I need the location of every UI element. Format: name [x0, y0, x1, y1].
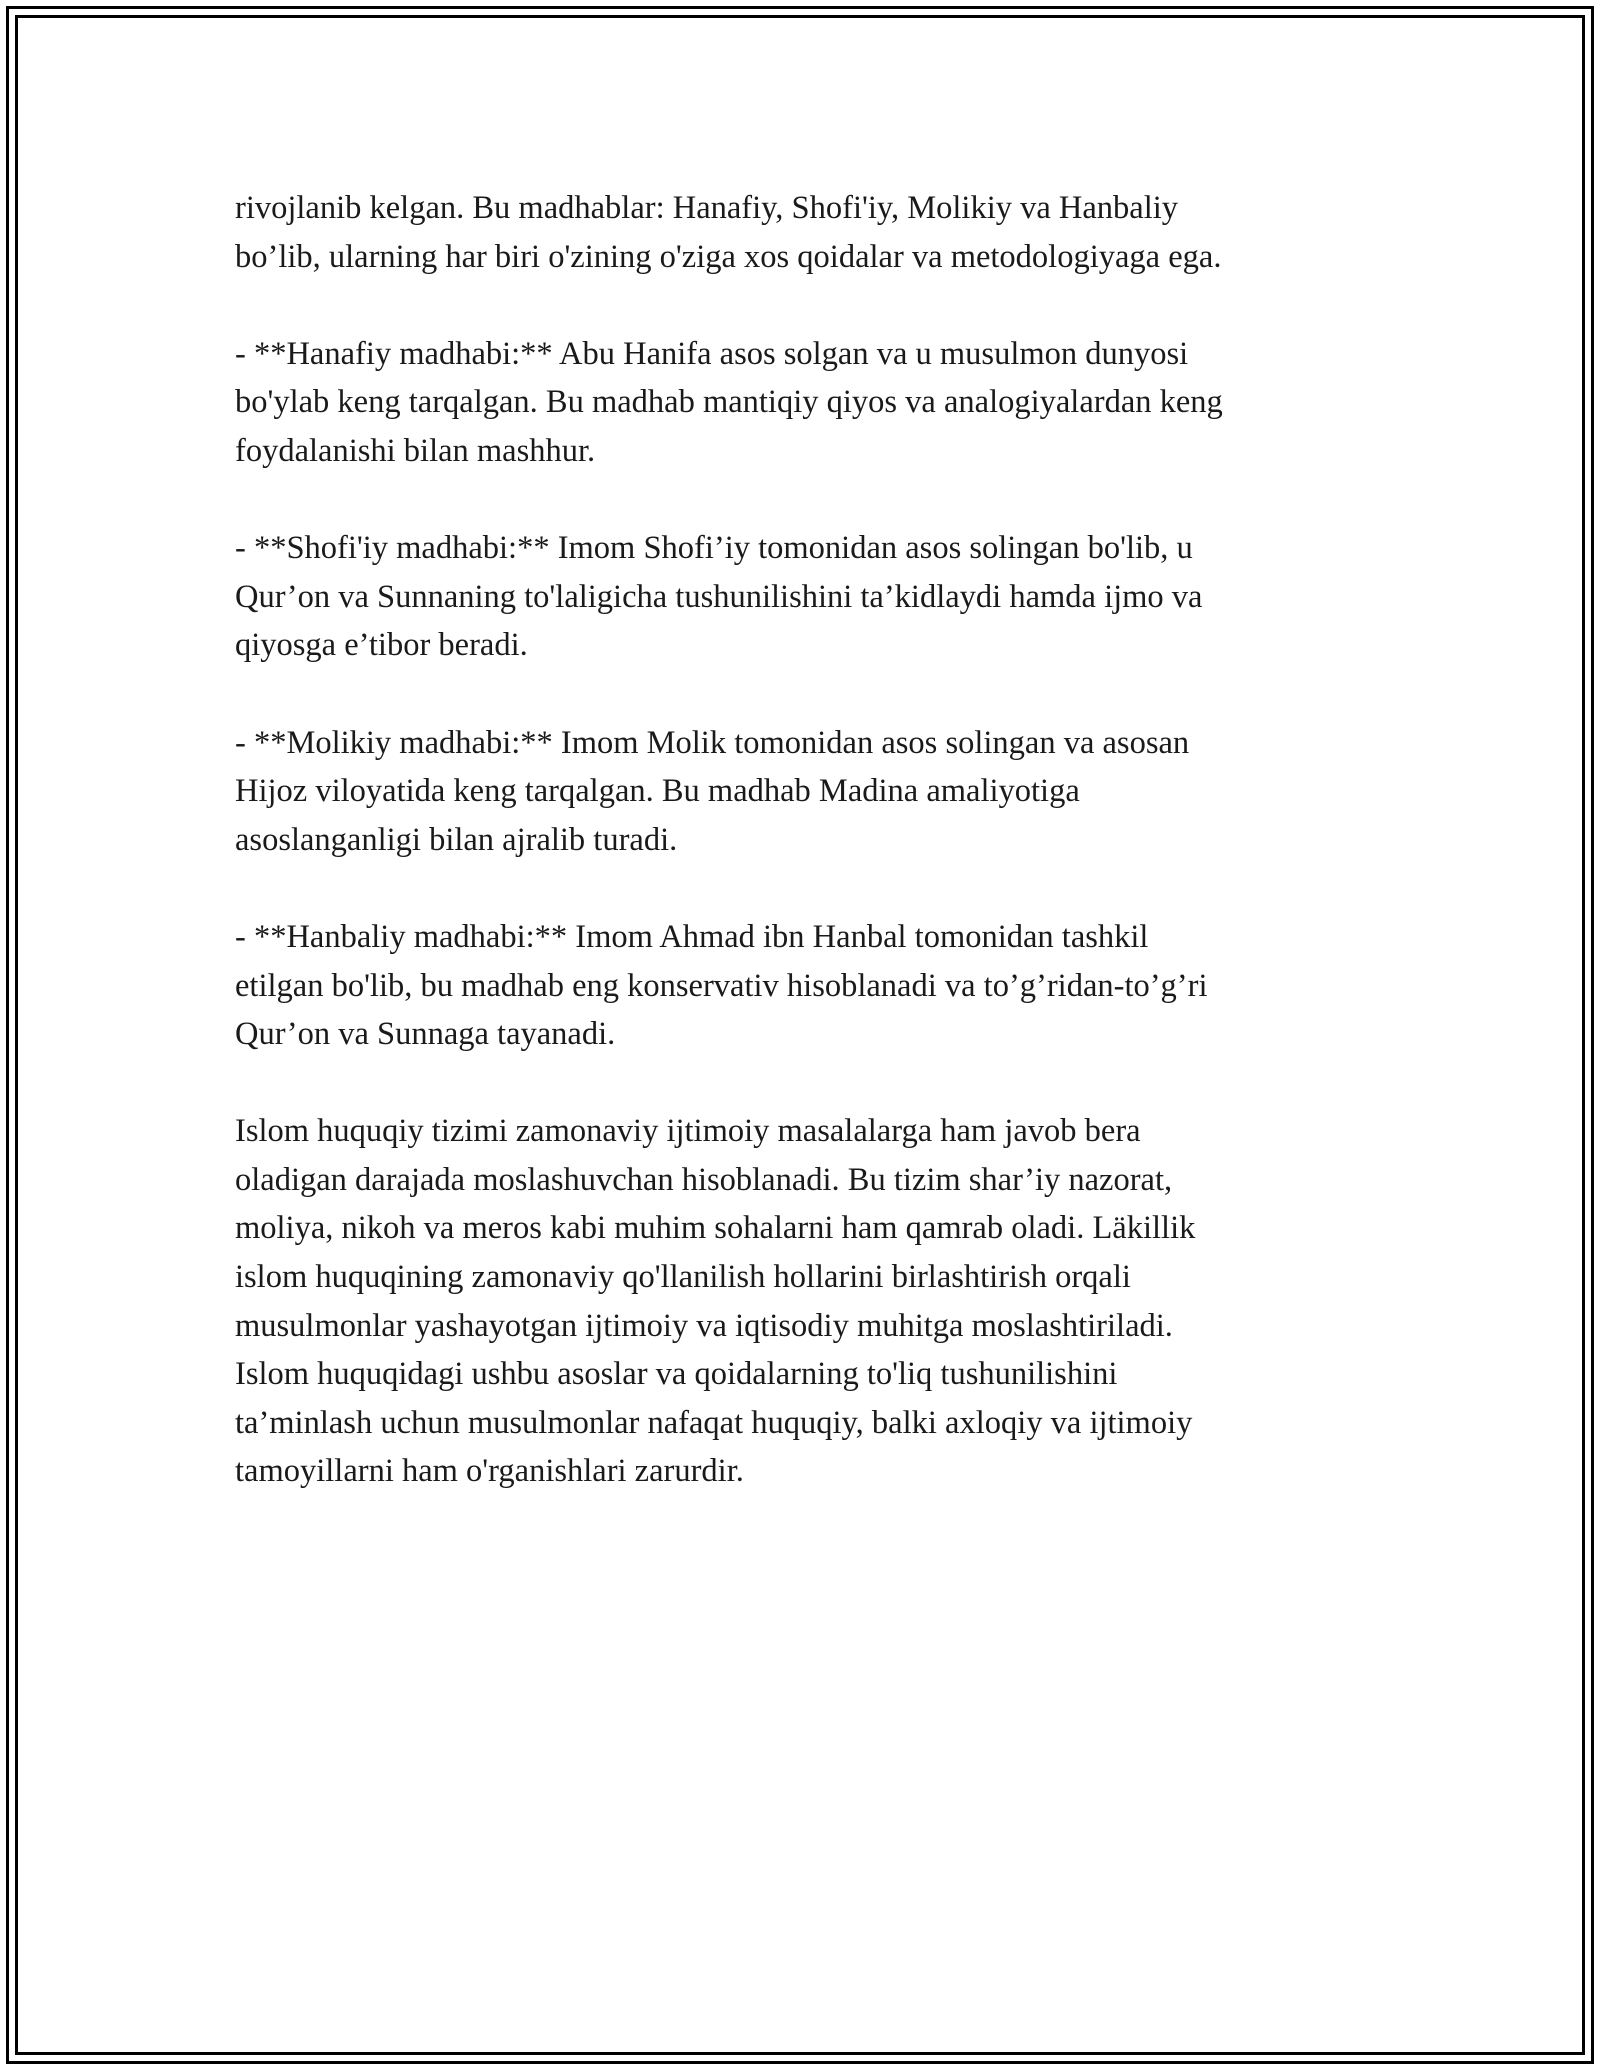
- conclusion-paragraph: Islom huquqiy tizimi zamonaviy ijtimoiy masalalarga ham javob bera oladigan darajada moslashuvchan hisoblanadi. Bu tizim shar’iy nazorat, moliya, nikoh va meros kabi muhim sohalarni ham qamrab oladi. Läkillik islom huquqining zamonaviy qo'llanilish hollarini birlashtirish orqali musulmonlar yashayotgan ijtimoiy va iqtisodiy muhitga moslashtiriladi. Islom huquqidagi ushbu asoslar va qoidalarning to'liq tushunilishini ta’minlash uchun musulmonlar nafaqat huquqiy, balki axloqiy va ijtimoiy tamoyillarni ham o'rganishlari zarurdir.: [235, 1113, 1196, 1490]
- shofiiy-paragraph: - **Shofi'iy madhabi:** Imom Shofi’iy tomonidan asos solingan bo'lib, u Qur’on va Sunnaning to'laligicha tushunilishini ta’kidlaydi hamda ijmo va qiyosga e’tibor beradi.: [235, 530, 1203, 664]
- intro-paragraph: rivojlanib kelgan. Bu madhablar: Hanafiy, Shofi'iy, Molikiy va Hanbaliy bo’lib, ularning har biri o'zining o'ziga xos qoidalar va metodologiyaga ega.: [235, 190, 1222, 275]
- hanbaliy-paragraph: - **Hanbaliy madhabi:** Imom Ahmad ibn Hanbal tomonidan tashkil etilgan bo'lib, bu madhab eng konservativ hisoblanadi va to’g’ridan-to’g’ri Qur’on va Sunnaga tayanadi.: [235, 918, 1208, 1053]
- hanafiy-paragraph: - **Hanafiy madhabi:** Abu Hanifa asos solgan va u musulmon dunyosi bo'ylab keng tarqalgan. Bu madhab mantiqiy qiyos va analogiyalardan keng foydalanishi bilan mashhur.: [235, 335, 1223, 469]
- document-body: [235, 184, 1365, 1496]
- molikiy-paragraph: - **Molikiy madhabi:** Imom Molik tomonidan asos solingan va asosan Hijoz viloyatida keng tarqalgan. Bu madhab Madina amaliyotiga asoslanganligi bilan ajralib turadi.: [235, 724, 1190, 858]
